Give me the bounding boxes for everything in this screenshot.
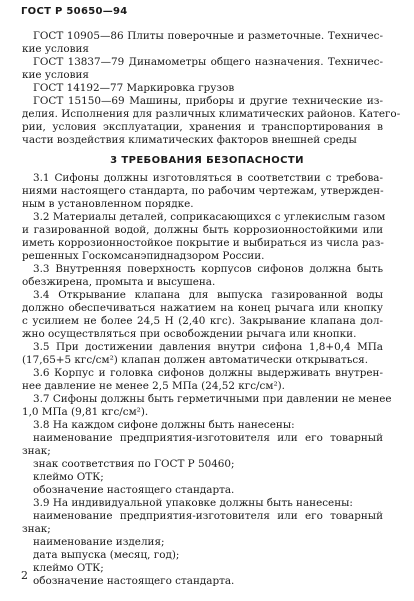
text-line: знак; (22, 445, 51, 457)
text-line: 3.4 Открывание клапана для выпуска газированной воды (33, 289, 383, 301)
text-line: иметь коррозионностойкое покрытие и выбираться из числа раз- (22, 237, 384, 249)
text-line: 3.8 На каждом сифоне должны быть нанесены: (33, 419, 295, 431)
text-line: обезжирена, промыта и высушена. (22, 276, 216, 288)
text-line: наименование предприятия-изготовителя или его товарный (33, 510, 383, 522)
text-line: наименование изделия; (33, 536, 165, 548)
document-header: ГОСТ Р 50650—94 (21, 6, 128, 17)
text-line: 1,0 МПа (9,81 кгс/см²). (22, 406, 149, 418)
text-line: клеймо ОТК; (33, 562, 104, 574)
text-line: обозначение настоящего стандарта. (33, 484, 235, 496)
ref-line: рии, условия эксплуатации, хранения и транспортирования в (22, 121, 383, 133)
text-line: 3.5 При достижении давления внутри сифона 1,8+0,4 МПа (33, 341, 383, 353)
text-line: клеймо ОТК; (33, 471, 104, 483)
text-line: с усилием не более 24,5 Н (2,40 кгс). Закрывание клапана дол- (22, 315, 383, 327)
text-line: 3.3 Внутренняя поверхность корпусов сифонов должна быть (33, 263, 383, 275)
ref-line: ГОСТ 10905—86 Плиты поверочные и разметочные. Техничес- (33, 30, 383, 42)
text-line: 3.6 Корпус и головка сифонов должны выдерживать внутрен- (33, 367, 383, 379)
text-line: 3.9 На индивидуальной упаковке должны быть нанесены: (33, 497, 353, 509)
text-line: обозначение настоящего стандарта. (33, 575, 235, 587)
text-line: знак; (22, 523, 51, 535)
text-line: и газированной водой, должны быть коррозионностойкими или (22, 224, 383, 236)
ref-line: делия. Исполнения для различных климатических районов. Катего- (22, 108, 401, 120)
ref-line: кие условия (22, 69, 89, 81)
text-line: ниями настоящего стандарта, по рабочим чертежам, утвержден- (22, 185, 384, 197)
text-line: 3.1 Сифоны должны изготовляться в соответствии с требова- (33, 172, 383, 184)
page-number: 2 (21, 569, 28, 582)
text-line: нее давление не менее 2,5 МПа (24,52 кгс/см²). (22, 380, 285, 392)
text-line: ным в установленном порядке. (22, 198, 194, 210)
text-line: жно осуществляться при освобождении рычага или кнопки. (22, 328, 357, 340)
section-heading: 3 ТРЕБОВАНИЯ БЕЗОПАСНОСТИ (110, 155, 304, 166)
text-line: 3.2 Материалы деталей, соприкасающихся с углекислым газом (33, 211, 386, 223)
text-line: должно обеспечиваться нажатием на конец рычага или кнопку (22, 302, 383, 314)
text-line: наименование предприятия-изготовителя или его товарный (33, 432, 383, 444)
text-line: 3.7 Сифоны должны быть герметичными при давлении не менее (33, 393, 392, 405)
ref-line: ГОСТ 13837—79 Динамометры общего назначения. Техничес- (33, 56, 383, 68)
ref-line: ГОСТ 14192—77 Маркировка грузов (33, 82, 235, 94)
ref-line: кие условия (22, 43, 89, 55)
text-line: (17,65+5 кгс/см²) клапан должен автоматически открываться. (22, 354, 369, 366)
ref-line: ГОСТ 15150—69 Машины, приборы и другие технические из- (33, 95, 383, 107)
text-line: решенных Госкомсанэпиднадзором России. (22, 250, 265, 262)
text-line: знак соответствия по ГОСТ Р 50460; (33, 458, 235, 470)
ref-line: части воздействия климатических факторов внешней среды (22, 134, 357, 146)
text-line: дата выпуска (месяц, год); (33, 549, 180, 561)
